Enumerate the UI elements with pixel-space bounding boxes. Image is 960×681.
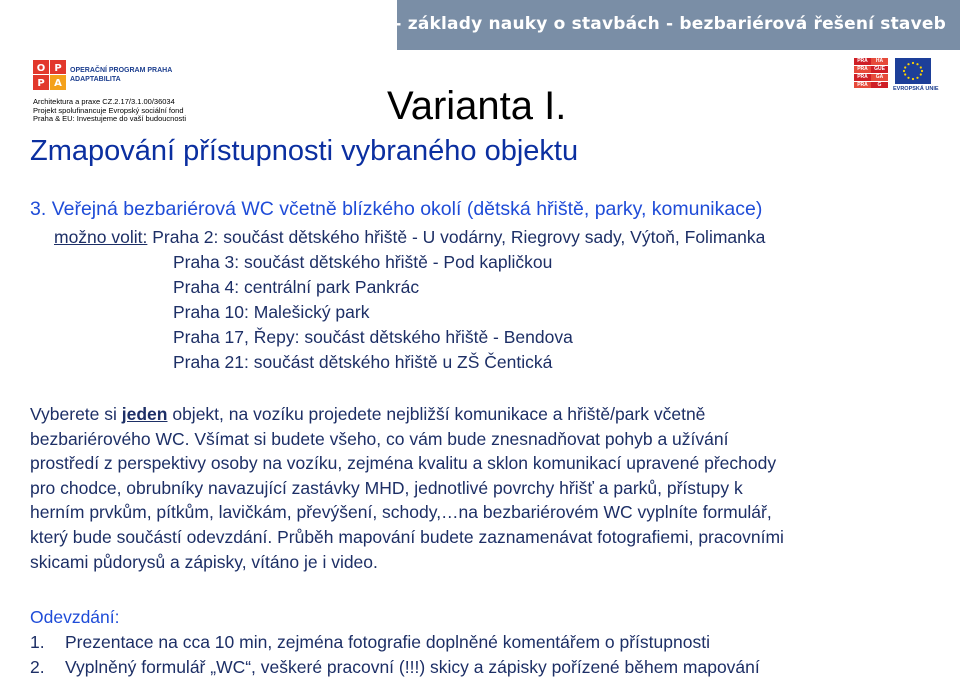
praha-cell: PRA [854,82,871,88]
praha-cell: HA [871,58,888,65]
banner-text: NS I - základy nauky o stavbách - bezbariérová řešení staveb [348,14,946,34]
instructions-line: prostředí z perspektivy osoby na vozíku, zejména kvalitu a sklon komunikací upravené přechody [30,453,777,474]
options-label: možno volit: [54,227,148,247]
svg-text:P: P [37,78,45,89]
option-item: Praha 2: součást dětského hřiště - U vodárny, Riegrovy sady, Výtoň, Folimanka [152,227,766,247]
submission-label: Odevzdání: [30,607,120,627]
instructions-text: objekt, na vozíku projedete nejbližší komunikace a hřiště/park včetně [167,404,706,424]
oppa-logo-icon [33,60,66,90]
submission-number: 1. [30,632,45,652]
submission-number: 2. [30,657,45,677]
praha-cell: PRA [854,74,871,81]
svg-text:P: P [54,63,62,74]
instructions-paragraph [30,402,955,574]
instructions-line: pro chodce, obrubníky navazující zastávky MHD, jednotlivé povrchy hřišť a parků, přístupy k [30,477,743,498]
praha-logo-icon [854,58,888,88]
option-item: Praha 17, Řepy: součást dětského hřiště - Bendova [173,327,573,347]
page-subtitle: Zmapování přístupnosti vybraného objektu [30,135,579,167]
option-item: Praha 4: centrální park Pankrác [173,277,420,297]
praha-cell: PRA [854,58,871,65]
project-info [33,98,186,124]
section-number: 3. [30,198,47,220]
instructions-line: herním prvkům, pítkům, lavičkám, převýšení, schody,…na bezbariérovém WC vyplníte formulář, [30,502,772,523]
instructions-text: Vyberete si [30,404,122,424]
oppa-text [70,66,172,84]
oppa-line-2: ADAPTABILITA [70,76,121,83]
option-item: Praha 10: Malešický park [173,302,370,322]
option-item: Praha 21: součást dětského hřiště u ZŠ Čentická [173,352,553,372]
svg-text:A: A [54,78,62,89]
submission-text: Vyplněný formulář „WC“, veškeré pracovní (!!!) skicy a zápisky pořízené během mapování [65,657,760,677]
project-line-2: Projekt spolufinancuje Evropský sociální fond [33,105,184,115]
instructions-line [30,402,955,427]
instructions-line: který bude součástí odevzdání. Průběh mapování budete zaznamenávat fotografiemi, pracovními [30,526,784,547]
praha-cell: GUE [871,66,888,73]
project-line-3: Praha & EU: Investujeme do vaší budoucnosti [33,114,187,124]
section-heading-text: Veřejná bezbariérová WC včetně blízkého okolí (dětská hřiště, parky, komunikace) [51,198,763,220]
options-first-line [54,226,765,248]
section-heading [30,197,762,221]
praha-cell: PRA [854,66,871,73]
eu-label: EVROPSKÁ UNIE [893,86,939,92]
submission-item [30,631,710,653]
eu-flag-icon [895,58,931,84]
instructions-line: bezbariérového WC. Všímat si budete všeho, co vám bude znesnadňovat pohyb a užívání [30,428,729,449]
header-banner [348,0,960,50]
instructions-line: skicami půdorysů a zápisky, vítáno je i video. [30,551,378,572]
emphasis-one: jeden [121,404,168,424]
svg-text:O: O [36,63,46,74]
praha-cell: G [871,82,888,88]
submission-text: Prezentace na cca 10 min, zejména fotografie doplněné komentářem o přístupnosti [65,632,710,652]
submission-item [30,656,760,678]
project-line-1: Architektura a praxe CZ.2.17/3.1.00/36034 [33,97,175,106]
praha-cell: GA [871,74,888,81]
page-title: Varianta I. [387,84,567,128]
option-item: Praha 3: součást dětského hřiště - Pod kapličkou [173,252,553,272]
oppa-line-1: OPERAČNÍ PROGRAM PRAHA [70,67,173,74]
